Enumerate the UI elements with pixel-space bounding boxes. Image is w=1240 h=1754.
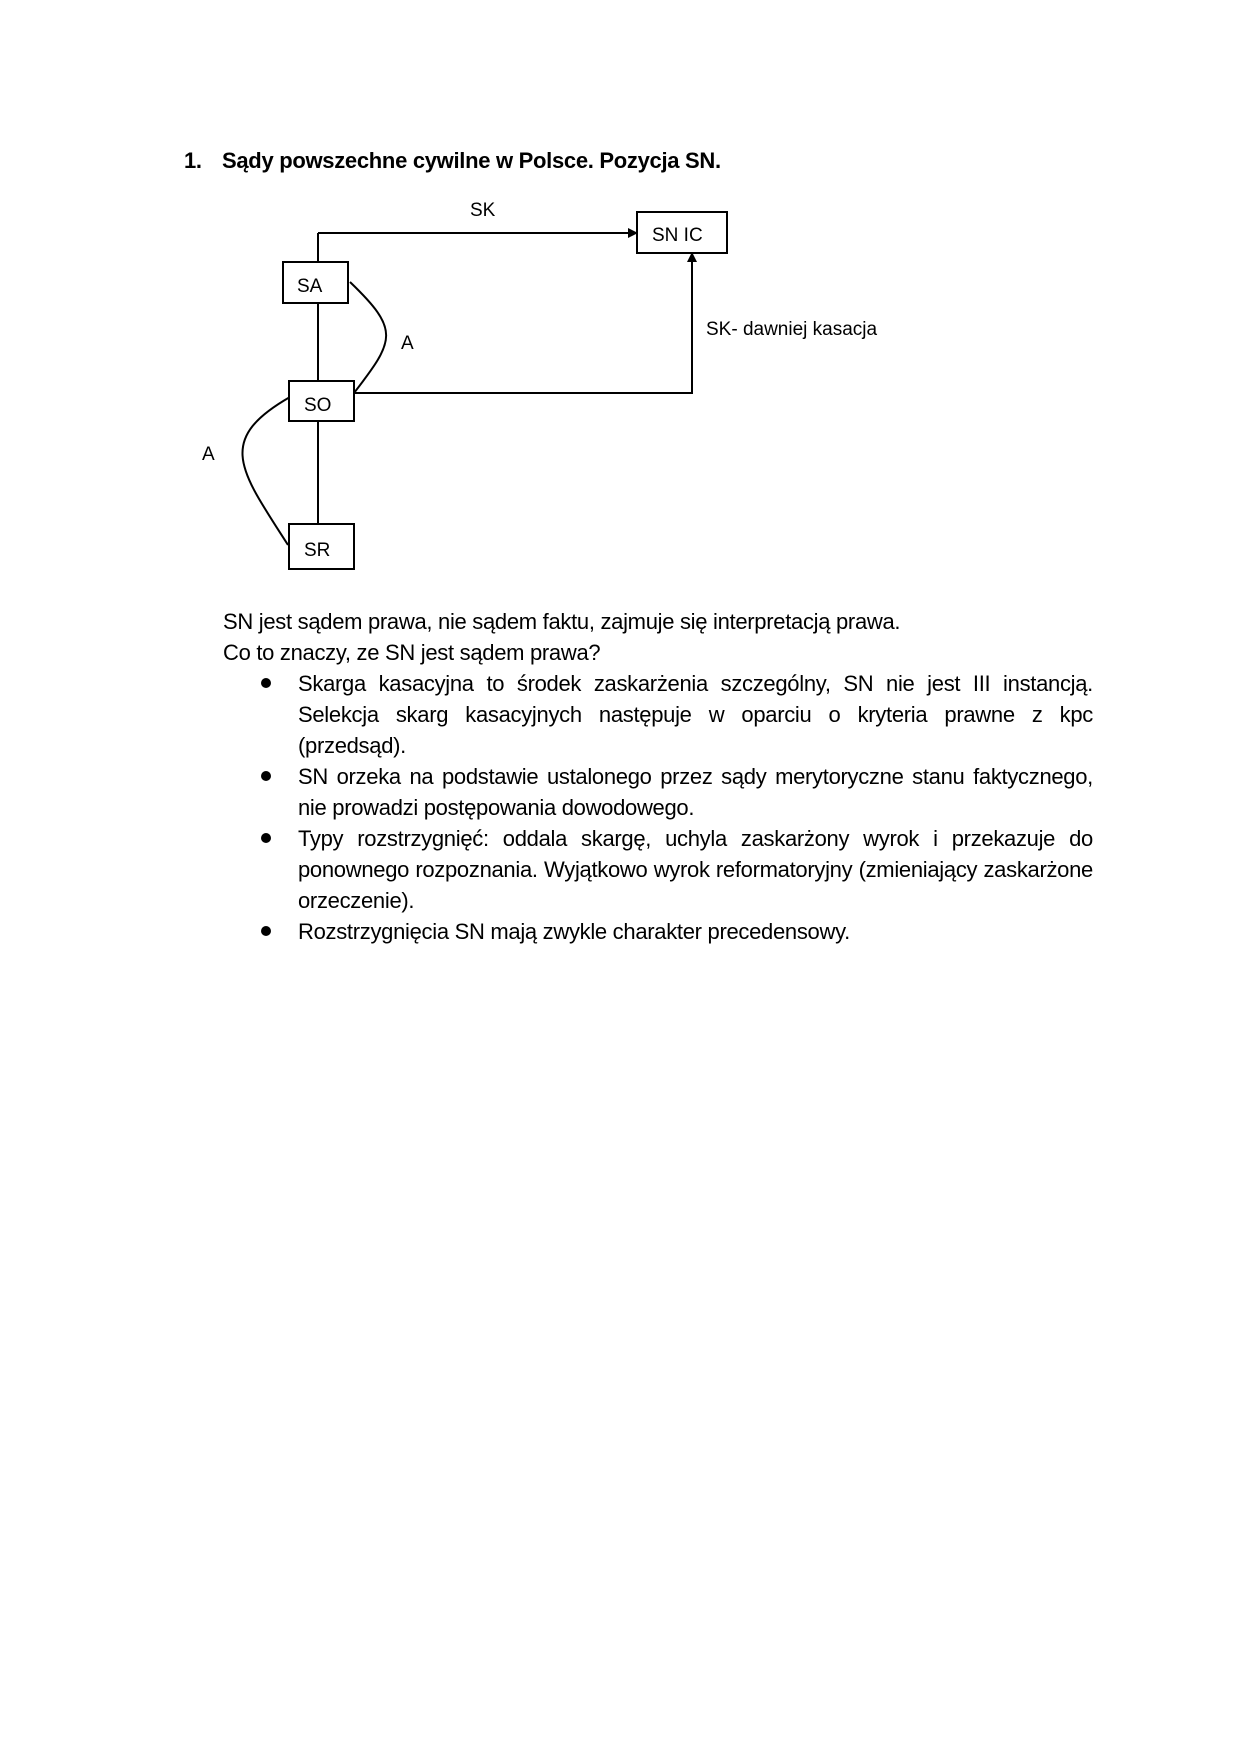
node-sn-ic: SN IC bbox=[652, 225, 703, 246]
body-text bbox=[223, 606, 1093, 947]
label-a-left: A bbox=[202, 444, 215, 465]
node-so: SO bbox=[304, 395, 332, 416]
label-a-right: A bbox=[401, 333, 414, 354]
label-sk-right: SK- dawniej kasacja bbox=[706, 319, 878, 340]
court-hierarchy-diagram bbox=[0, 0, 1240, 600]
list-item-text: Rozstrzygnięcia SN mają zwykle charakter precedensowy. bbox=[298, 919, 850, 944]
bullet-icon bbox=[261, 771, 271, 781]
sk-right-arrow bbox=[354, 253, 692, 393]
intro-line-2: Co to znaczy, ze SN jest sądem prawa? bbox=[223, 640, 601, 665]
bullet-icon bbox=[261, 678, 271, 688]
list-item-text: Skarga kasacyjna to środek zaskarżenia szczególny, SN nie jest III instancją. Selekcja skarg kasacyjnych następuje w oparciu o kryteria prawne z kpc (przedsąd). bbox=[298, 671, 1093, 758]
heading-number: 1. bbox=[184, 148, 202, 173]
label-sk-top: SK bbox=[470, 200, 496, 221]
appeal-curve-sr-so bbox=[242, 397, 290, 545]
list-item-text: SN orzeka na podstawie ustalonego przez sądy merytoryczne stanu faktycznego, nie prowadzi postępowania dowodowego. bbox=[298, 764, 1093, 820]
list-item bbox=[223, 916, 1093, 947]
list-item bbox=[223, 668, 1093, 761]
list-item bbox=[223, 761, 1093, 823]
node-sa: SA bbox=[297, 276, 323, 297]
node-sr: SR bbox=[304, 540, 331, 561]
list-item-text: Typy rozstrzygnięć: oddala skargę, uchyla zaskarżony wyrok i przekazuje do ponownego rozpoznania. Wyjątkowo wyrok reformatoryjny (zmieniający zaskarżone orzeczenie). bbox=[298, 826, 1093, 913]
bullet-icon bbox=[261, 833, 271, 843]
intro-line-1: SN jest sądem prawa, nie sądem faktu, zajmuje się interpretacją prawa. bbox=[223, 609, 901, 634]
bullet-icon bbox=[261, 926, 271, 936]
heading-title: Sądy powszechne cywilne w Polsce. Pozycja SN. bbox=[222, 148, 721, 173]
bullet-list bbox=[223, 668, 1093, 947]
appeal-curve-so-sa bbox=[350, 282, 386, 393]
list-item bbox=[223, 823, 1093, 916]
